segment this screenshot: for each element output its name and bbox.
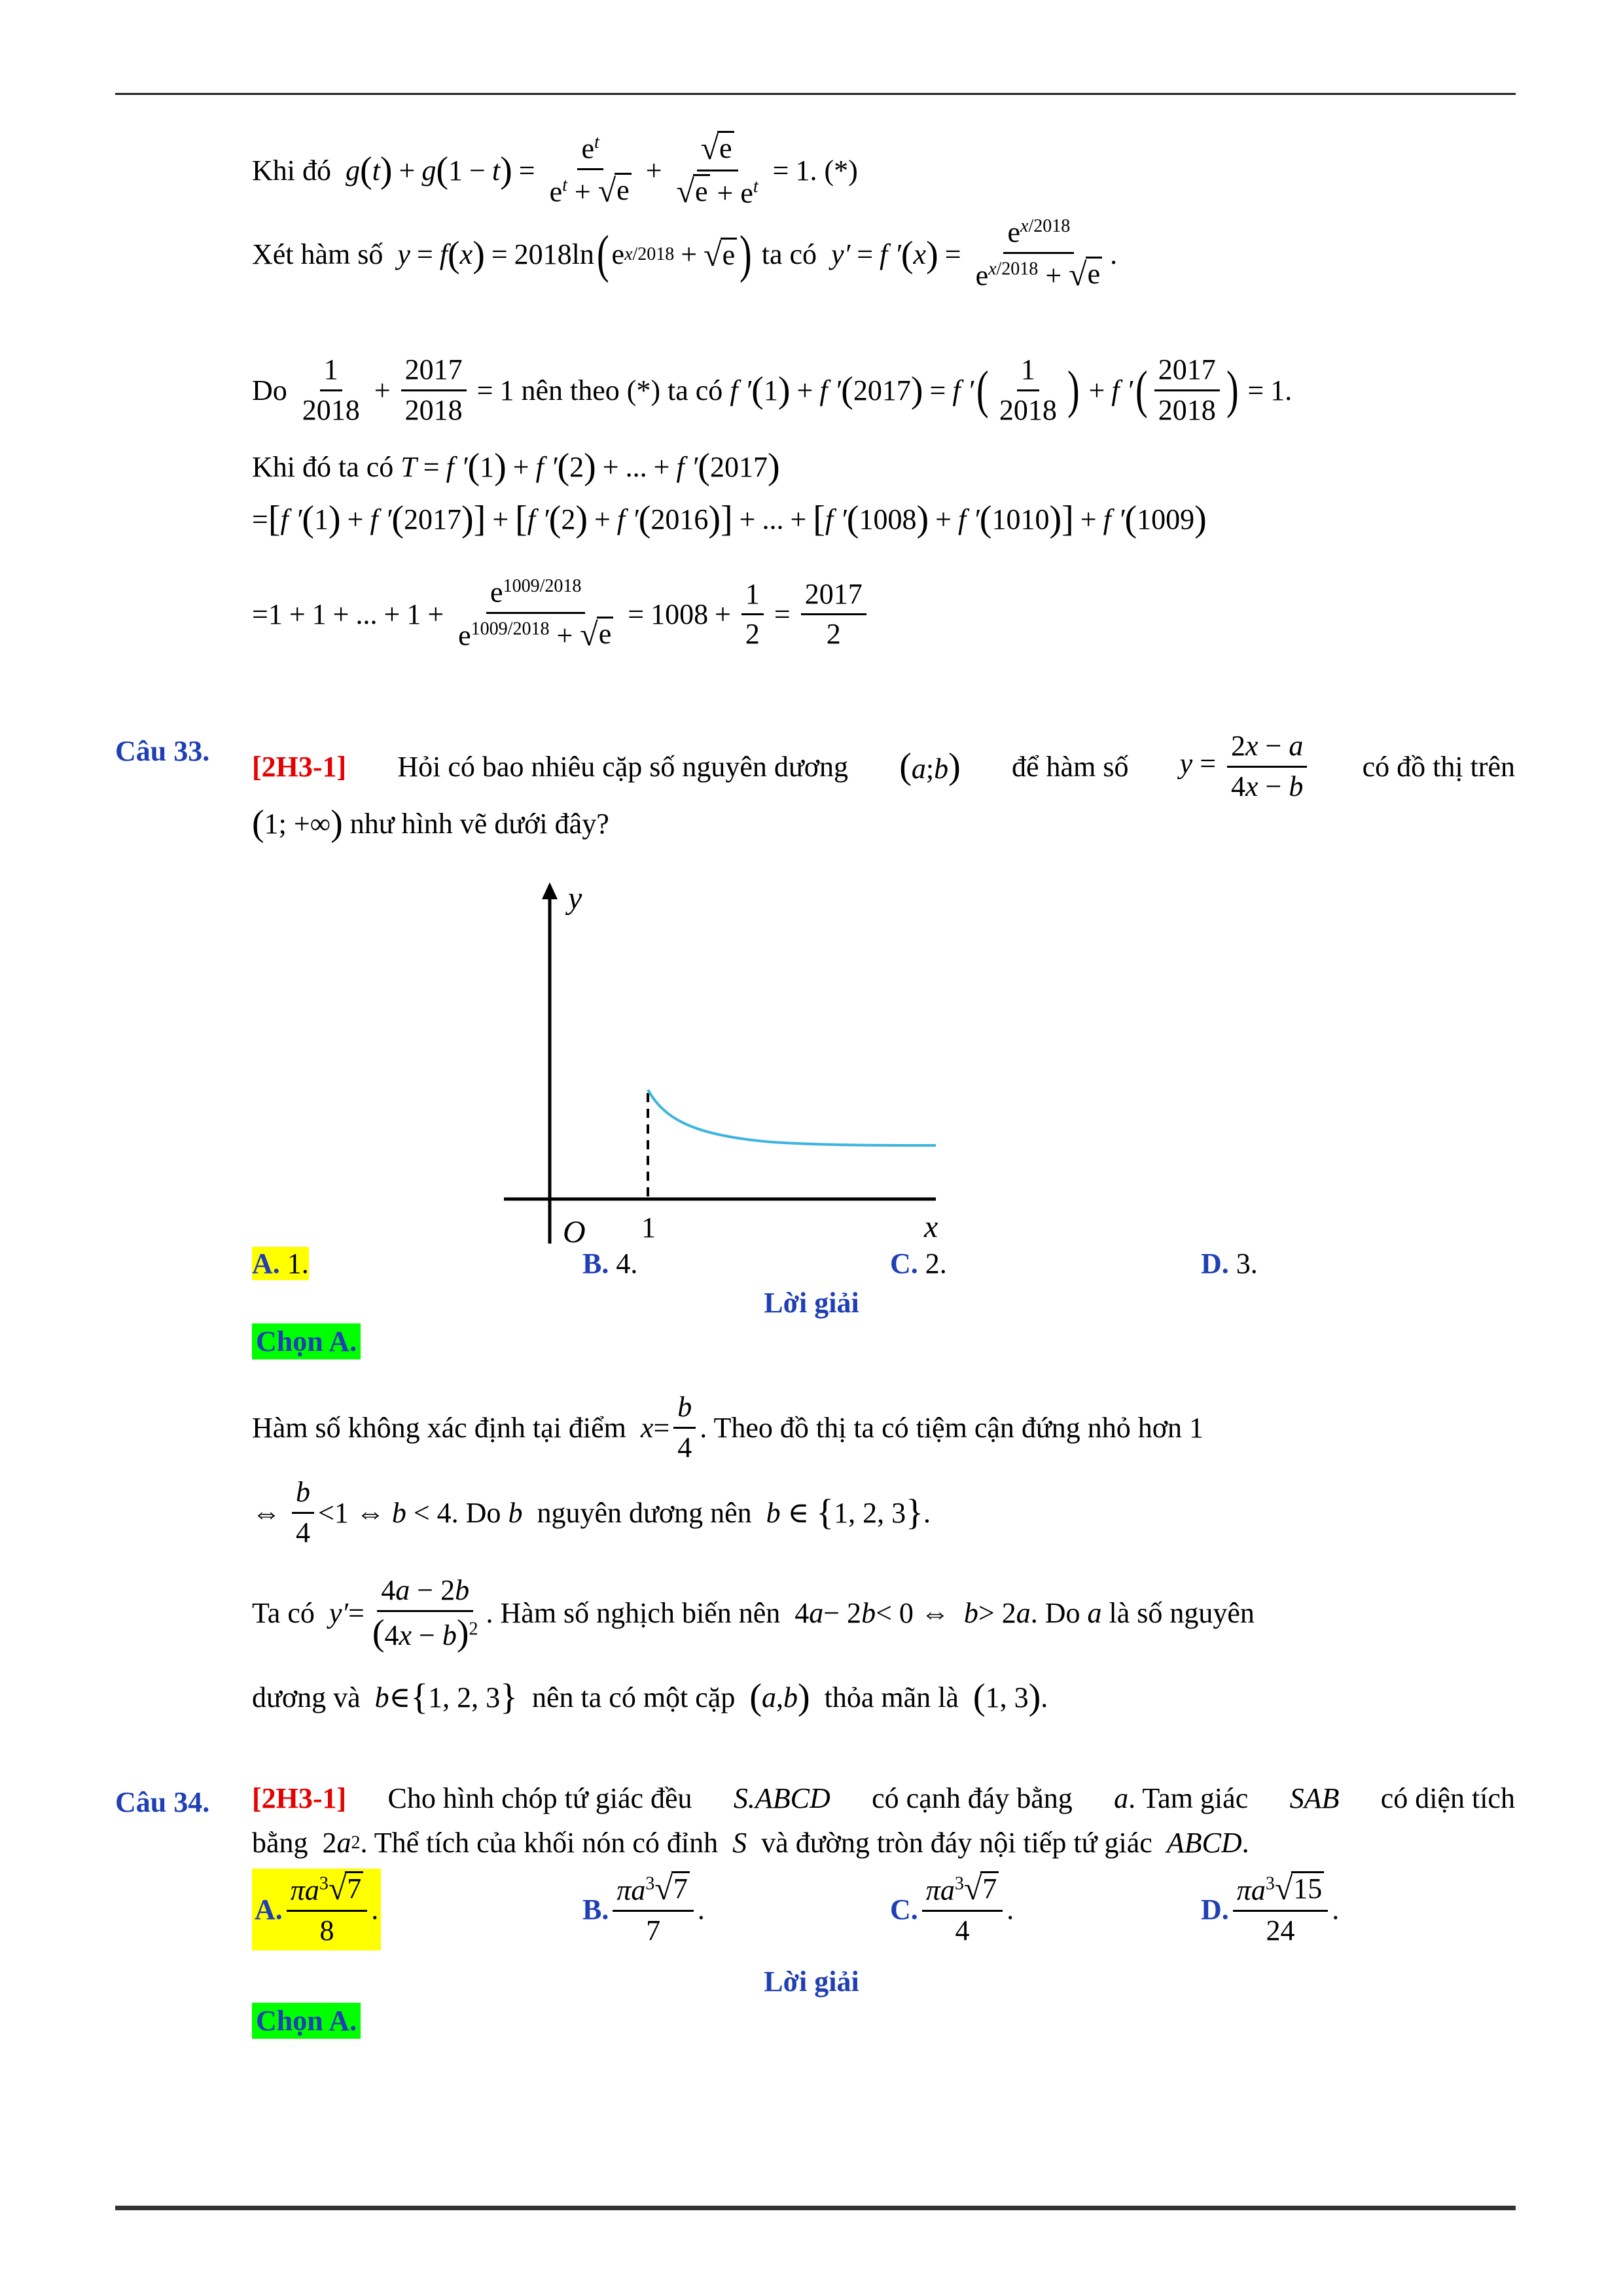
q34-solution-heading: Lời giải xyxy=(764,1965,859,1998)
y-axis-label: y xyxy=(568,881,582,916)
q32-line-2: Xét hàm số y = f ( x ) = 2018ln ( e x/2018 + √ e ) ta có y′ = f ′ ( x ) = $e^{x/2018}$ $e^{x/2018}$ + √ e . xyxy=(252,216,1118,293)
q34-option-b[interactable]: B. $\pi a^3$ √ 7 7 . xyxy=(582,1870,705,1946)
q32-line-3: Do $\frac{1}{2018}$ + $\frac{2017}{2018}$ = 1 nên theo (*) ta có f ′ ( 1 ) + f ′ ( 2017 ) = f ′ ( $\frac{1}{2018}$ ) + f ′ ( $\frac{2017}{2018}$ ) = 1. xyxy=(252,353,1293,426)
q33-option-d[interactable]: D. 3 . xyxy=(1201,1247,1258,1280)
q32-line-1: Khi đó g ( t ) + g ( 1 − t ) = $e^t$ $e^t$ + √ e + √ e √ e + $e^t$ = 1 . (*) xyxy=(252,130,858,210)
q33-option-a[interactable]: A. 1. xyxy=(252,1247,309,1280)
q33-solution-line-3: Ta có y′ = $\frac{4a - 2b}{(4x - b)^2}$ . Hàm số nghịch biến nên 4 a − 2 b < 0 ⇔ b > 2 a . Do a là số nguyên xyxy=(252,1574,1255,1653)
header-rule xyxy=(115,93,1516,95)
q33-solution-heading: Lời giải xyxy=(764,1287,859,1319)
q32-line-5: = [ f ′ ( 1 ) + f ′ ( 2017 ) ] + [ f ′ ( 2 ) + f ′ ( 2016 ) ] + ... + [ f ′ ( 1008 ) + f ′ ( 1010 ) ] + f ′ ( 1009 ) xyxy=(252,499,1207,539)
curve xyxy=(648,1090,936,1145)
tick-label-1: 1 xyxy=(641,1211,656,1244)
q33-choice: Chọn A. xyxy=(252,1323,361,1359)
question-34-label: Câu 34. xyxy=(115,1786,210,1818)
q33-option-c[interactable]: C. 2 . xyxy=(890,1247,947,1280)
question-33-text: [2H3-1] Hỏi có bao nhiêu cặp số nguyên dương (a;b) để hàm số y = $\frac{2x - a}{4x - b}$ có đồ thị trên xyxy=(252,730,1515,802)
q34-option-d[interactable]: D. $\pi a^3$ √ 15 24 . xyxy=(1201,1870,1340,1946)
question-33-text-line-2: ( 1; +∞ ) như hình vẽ dưới đây? xyxy=(252,803,609,844)
q34-option-c[interactable]: C. $\pi a^3$ √ 7 4 . xyxy=(890,1870,1014,1946)
q33-option-b[interactable]: B. 4 . xyxy=(582,1247,638,1280)
q33-solution-line-1: Hàm số không xác định tại điểm x = $\frac{b}{4}$ . Theo đồ thị ta có tiệm cận đứng nhỏ hơn 1 xyxy=(252,1391,1204,1463)
q33-solution-line-4: dương và b ∈ { 1, 2, 3 } nên ta có một cặp ( a , b ) thỏa mãn là ( 1, 3 ) . xyxy=(252,1677,1048,1717)
x-axis-label: x xyxy=(924,1210,938,1244)
q32-line-6: =1 + 1 + ... + 1 + $e^{1009/2018}$ $e^{1009/2018}$ + √ e = 1008 + $\frac{1}{2}$ = $\frac{2017}{2}$ xyxy=(252,576,870,653)
q34-choice: Chọn A. xyxy=(252,2003,361,2039)
q34-option-a[interactable]: A. $\pi a^3$ √ 7 8 . xyxy=(252,1869,381,1950)
graph-figure xyxy=(458,877,955,1244)
question-33-label: Câu 33. xyxy=(115,735,210,767)
question-34-text-line-2: bằng 2 a 2 . Thể tích của khối nón có đỉnh S và đường tròn đáy nội tiếp tứ giác ABCD . xyxy=(252,1827,1249,1859)
question-34-text: [2H3-1] Cho hình chóp tứ giác đều S.ABCD có cạnh đáy bằng a. Tam giác SAB có diện tích xyxy=(252,1782,1515,1814)
y-axis-arrow xyxy=(542,882,558,899)
origin-label: O xyxy=(563,1215,586,1244)
q32-line-4: Khi đó ta có T = f ′ ( 1 ) + f ′ ( 2 ) + ... + f ′ ( 2017 ) xyxy=(252,446,780,487)
footer-rule xyxy=(115,2206,1516,2210)
q33-solution-line-2: ⇔ $\frac{b}{4}$ <1 ⇔ b < 4 . Do b nguyên dương nên b ∈ { 1, 2, 3 } . xyxy=(252,1476,931,1549)
